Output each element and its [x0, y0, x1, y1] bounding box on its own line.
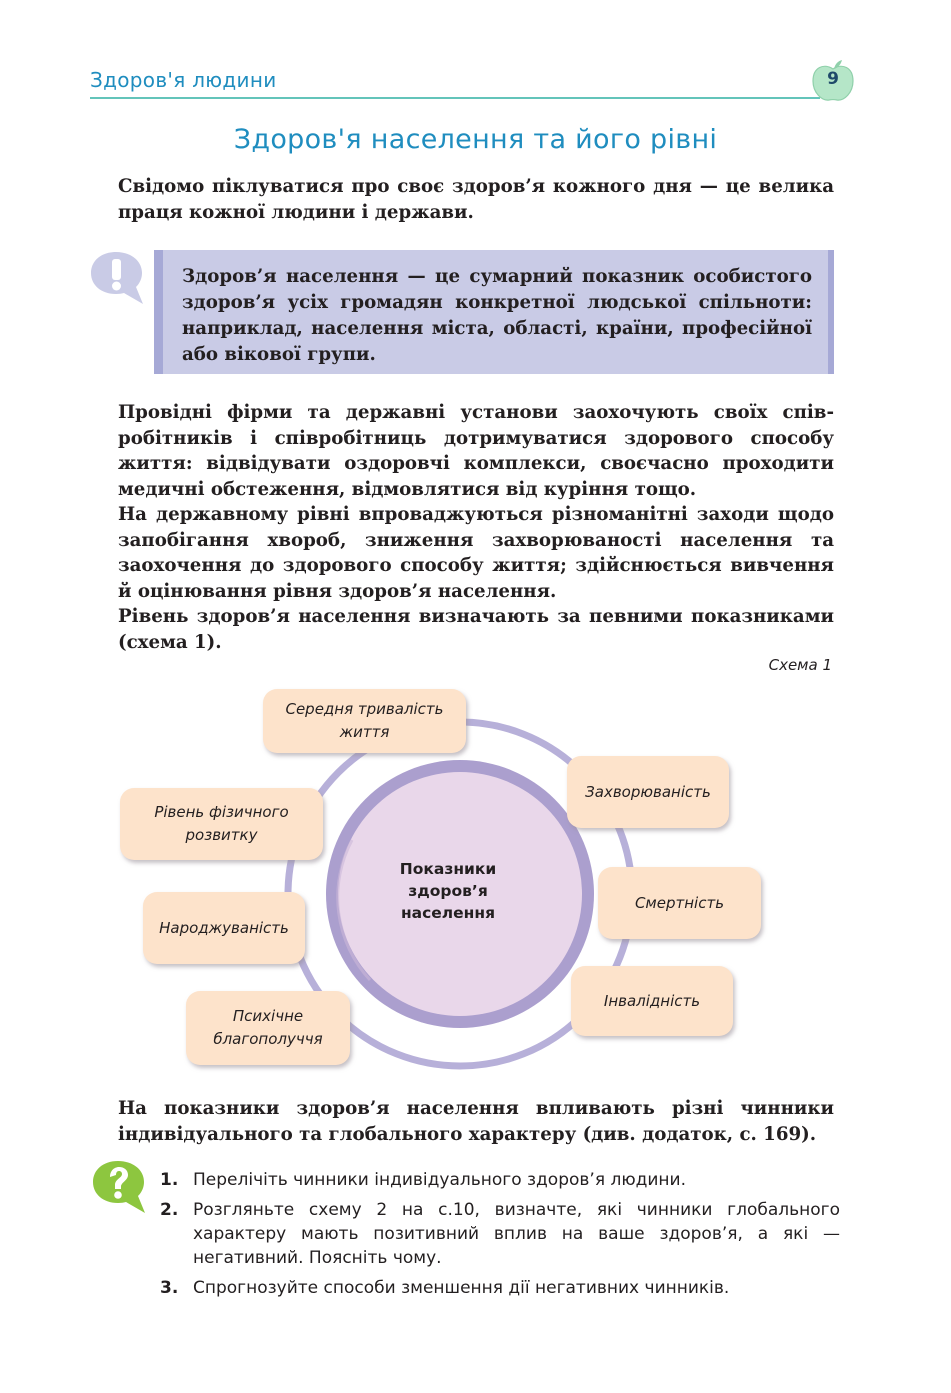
running-header	[90, 66, 850, 102]
scheme-center-label: Показники здоров’я населення	[399, 860, 497, 922]
question-item	[160, 1198, 840, 1270]
question-bubble-icon	[90, 1158, 154, 1216]
questions-list	[160, 1168, 840, 1306]
intro-text: Свідомо піклуватися про своє здоров’я кожного дня — це велика праця кожної людини і держави.	[118, 176, 834, 223]
node-life-expectancy: Середня тривалість життя	[263, 689, 466, 753]
section-title: Здоров'я населення та його рівні	[233, 124, 718, 155]
question-item	[160, 1168, 840, 1192]
node-mental-wellbeing: Психічне благополуччя	[186, 991, 350, 1065]
question-number: 2.	[160, 1200, 179, 1220]
closing-text: На показники здоров’я населення впливають різні чинники індивідуального та глобального характеру (див. додаток, с. 169).	[118, 1098, 834, 1145]
scheme-caption: Схема 1	[768, 656, 832, 674]
definition-term: Здоров’я населення	[182, 266, 399, 287]
running-header-title: Здоров'я людини	[90, 68, 277, 92]
node-mortality: Смертність	[598, 867, 761, 939]
question-text: Перелічіть чинники індивідуального здоров’я людини.	[193, 1170, 686, 1190]
paragraph-3-text: Рівень здоров’я населення визначають за певними показниками (схема 1).	[118, 606, 834, 653]
question-number: 1.	[160, 1170, 179, 1190]
question-text: Розгляньте схему 2 на с.10, визначте, які чинники глобального характеру мають позитивний вплив на ваше здоров’я, а які — негативний. Поясніть чому.	[193, 1200, 840, 1268]
scheme-diagram	[0, 680, 951, 1080]
closing-paragraph	[118, 1096, 834, 1147]
paragraph-1-text: Провідні фірми та державні установи заохочують своїх співробітників і співробітниць дотримуватися здорового способу життя: відвідувати оздоровчі комплекси, своєчасно проходити медичні обстеження, відмовлятися від куріння тощо.	[118, 402, 834, 500]
question-text: Спрогнозуйте способи зменшення дії негативних чинників.	[193, 1278, 730, 1298]
definition-body: — це сумарний показник особистого здоров’я усіх громадян конкретної людської спільноти: наприклад, населення міста, області, країни, професійної або вікової групи.	[182, 266, 812, 365]
paragraph-3	[118, 604, 834, 655]
page-number: 9	[827, 69, 839, 89]
header-rule	[90, 97, 820, 99]
paragraph-2	[118, 502, 834, 604]
node-disability: Інвалідність	[571, 966, 733, 1036]
question-item	[160, 1276, 840, 1300]
node-morbidity: Захворюваність	[567, 756, 729, 828]
apple-icon	[810, 59, 856, 103]
node-birth-rate: Народжуваність	[143, 892, 305, 964]
definition-text	[182, 264, 812, 368]
exclamation-bubble-icon	[88, 248, 152, 308]
paragraph-2-text: На державному рівні впроваджуються різноманітні заходи щодо запобігання хвороб, зниження захворюваності населення та заохочення до здорового способу життя; здійснюється вивчення й оцінювання рівня здоров’я населення.	[118, 504, 834, 602]
definition-box	[154, 250, 834, 374]
node-physical-development: Рівень фізичного розвитку	[120, 788, 323, 860]
paragraph-1	[118, 400, 834, 502]
question-number: 3.	[160, 1278, 179, 1298]
intro-paragraph	[118, 174, 834, 225]
